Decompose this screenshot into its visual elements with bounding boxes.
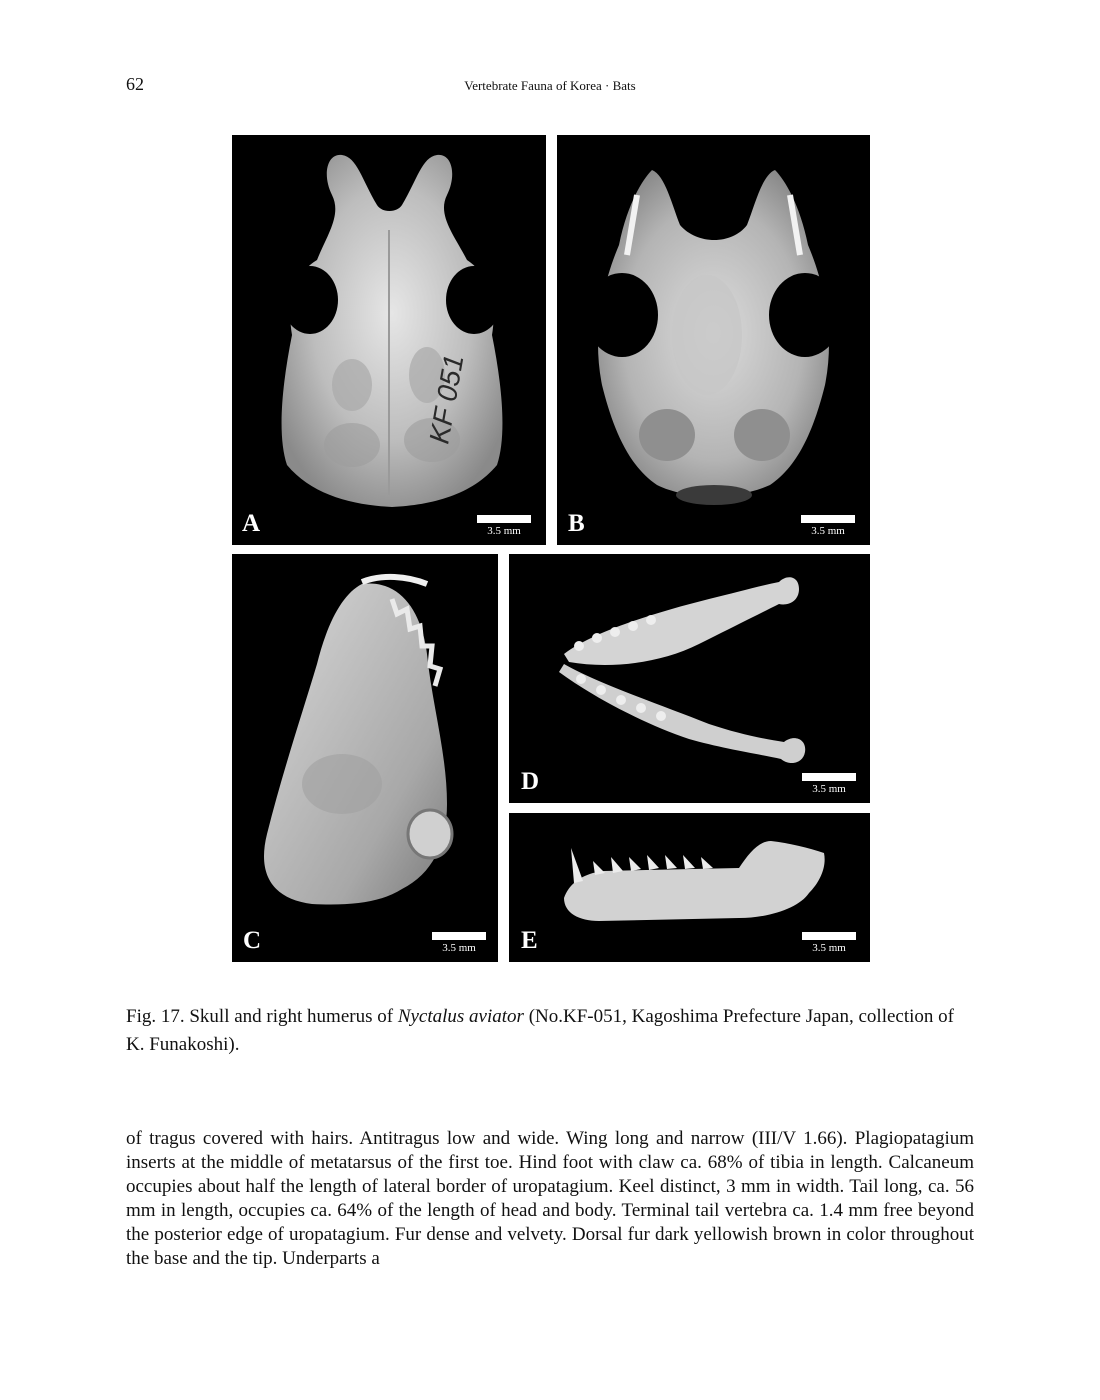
panel-label-b: B: [568, 510, 585, 537]
scale-bar-label: 3.5 mm: [442, 942, 476, 954]
panel-c: [232, 554, 498, 962]
panel-d: [509, 554, 870, 803]
caption-prefix: Fig. 17. Skull and right humerus of: [126, 1006, 398, 1027]
panel-label-d: D: [521, 768, 540, 795]
specimen-label: KF 051: [423, 352, 470, 447]
caption-species: Nyctalus aviator: [397, 1006, 524, 1027]
specimen-handwriting: [232, 135, 546, 545]
panel-label-a: A: [242, 510, 261, 537]
scale-bar-graphic: [802, 932, 856, 940]
panel-b: [557, 135, 870, 545]
scale-bar-c: [432, 932, 486, 954]
body-paragraph: of tragus covered with hairs. Antitragus low and wide. Wing long and narrow (III/V 1.66). Plagiopatagium inserts at the middle of metatarsus of the first toe. Hind foot with claw ca. 68% of tibia in length. Calcaneum occupies about half the length of lateral border of uropatagium. Keel distinct, 3 mm in width. Tail long, ca. 56 mm in length, occupies ca. 64% of the length of head and body. Terminal tail vertebra ca. 1.4 mm free beyond the posterior edge of uropatagium. Fur dense and velvety. Dorsal fur dark yellowish brown in color throughout the base and the tip. Underparts a: [126, 1128, 974, 1269]
scale-bar-e: [802, 932, 856, 954]
scale-bar-graphic: [432, 932, 486, 940]
scale-bar-graphic: [801, 515, 855, 523]
scale-bar-a: [477, 515, 531, 537]
scale-bar-graphic: [802, 773, 856, 781]
skull-lateral-photo: [232, 554, 498, 962]
scale-bar-label: 3.5 mm: [811, 525, 845, 537]
caption-suffix: (No.KF-051, Kagoshima Prefecture Japan, collection of K. Funakoshi).: [126, 1006, 954, 1055]
panel-e: [509, 813, 870, 962]
panel-label-c: C: [243, 927, 262, 954]
skull-ventral-photo: [557, 135, 870, 545]
scale-bar-label: 3.5 mm: [812, 783, 846, 795]
page-number: 62: [126, 74, 144, 94]
figure-caption: [126, 1003, 974, 1059]
scale-bar-d: [802, 773, 856, 795]
scale-bar-label: 3.5 mm: [487, 525, 521, 537]
scale-bar-label: 3.5 mm: [812, 942, 846, 954]
mandible-dorsal-photo: [509, 554, 870, 803]
scale-bar-b: [801, 515, 855, 537]
panel-label-e: E: [521, 927, 538, 954]
running-head: Vertebrate Fauna of Korea · Bats: [464, 78, 636, 93]
scale-bar-graphic: [477, 515, 531, 523]
panel-a: [232, 135, 546, 545]
